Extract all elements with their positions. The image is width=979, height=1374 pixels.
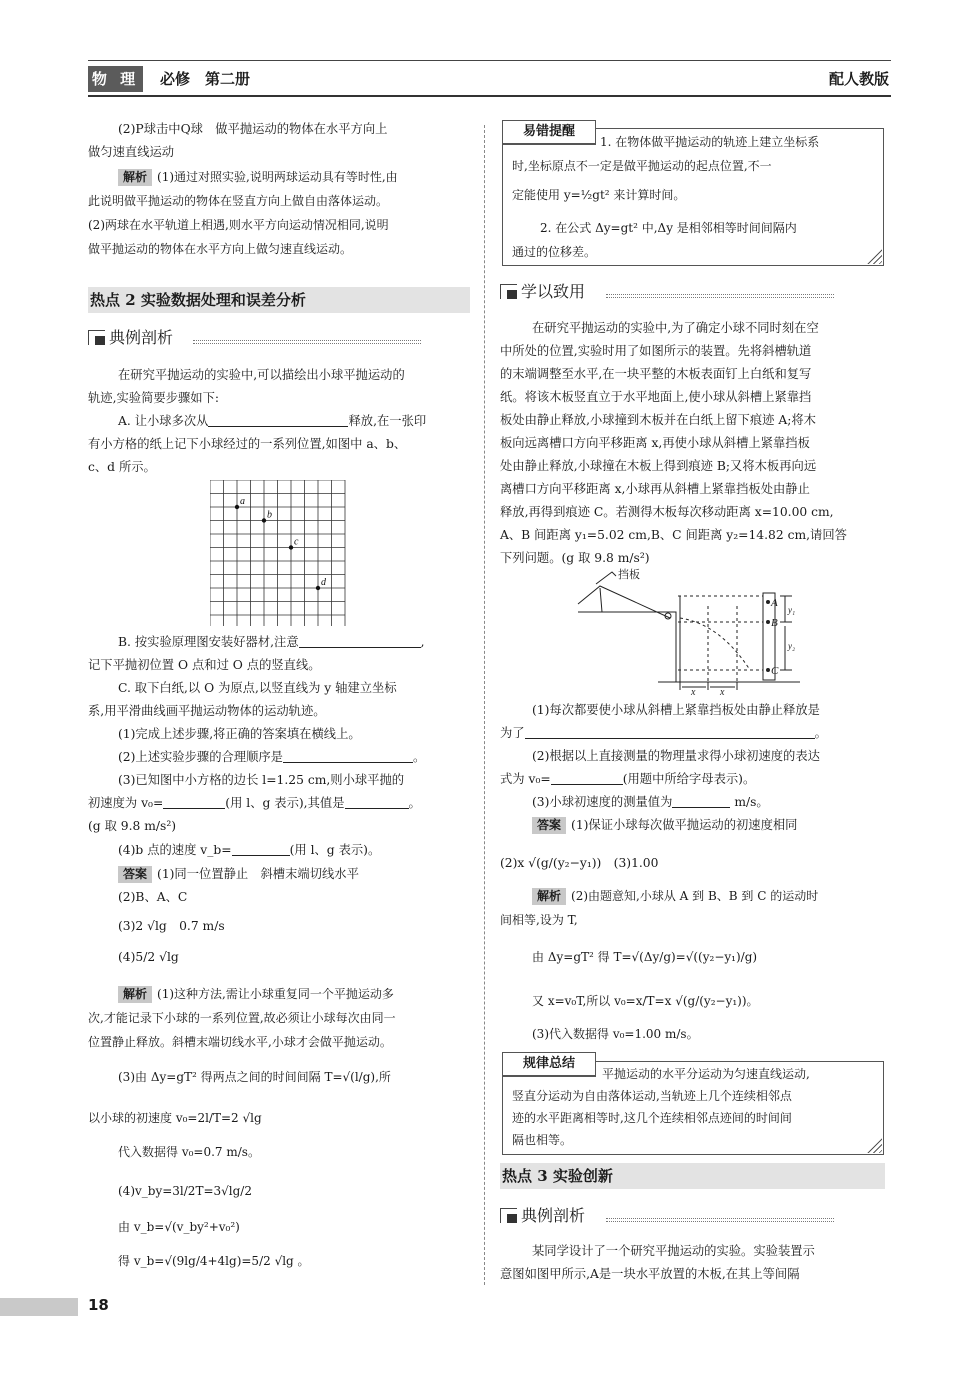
x2-label: x [720,687,725,696]
subhead-rule [193,340,421,344]
slope-track [578,586,670,618]
analysis2-line-5: 以小球的初速度 v₀=2l/T=2 √lg [88,1111,262,1125]
apply-line-4: 纸。将该木板竖直立于水平地面上,使小球从斜槽上紧靠挡 [500,390,812,404]
page-number: 18 [88,1296,109,1314]
analysis2-line-2: 次,才能记录下小球的一系列位置,故必须让小球每次由同一 [88,1011,396,1025]
apply-analysis-line-5: (3)代入数据得 v₀=1.00 m/s。 [532,1027,699,1041]
grid-point-label-c: c [294,536,299,548]
baffle-label: 挡板 [618,568,640,581]
apply-q2-line-2a: 式为 v₀= [500,772,551,786]
last-line-1: 某同学设计了一个研究平抛运动的实验。实验装置示 [532,1244,815,1258]
section-heading-2: 热点 2 实验数据处理和误差分析 [88,287,470,313]
apply-analysis-tag: 解析 [532,888,566,905]
question-3-line-3: (g 取 9.8 m/s²) [88,819,177,833]
apply-line-3: 的末端调整至水平,在一块平整的木板表面钉上白纸和复写 [500,367,812,381]
column-divider [484,125,485,1285]
apply-analysis-line-1: (2)由题意知,小球从 A 到 B、B 到 C 的运动时 [571,889,819,903]
section-heading-3: 热点 3 实验创新 [500,1163,885,1189]
apply-answer-tag: 答案 [532,817,566,834]
point-a-label: A [771,597,778,609]
analysis2-line-1: (1)这种方法,需让小球重复同一个平抛运动多 [157,987,394,1001]
blank-q4[interactable] [232,855,290,856]
point-c-label: C [771,665,779,677]
intro-line-1: (2)P球击中Q球 做平抛运动的物体在水平方向上 [118,122,388,136]
grid-point-label-a: a [240,496,245,507]
answer-tag: 答案 [118,866,152,883]
question-3-line-2b: (用 l、g 表示),其值是 [225,796,345,810]
blank-apply-q2[interactable] [551,784,623,785]
subhead-apply: 学以致用 [500,281,585,303]
blank-q3-value[interactable] [345,808,409,809]
analysis-tag: 解析 [118,169,152,186]
problem-line-2: 轨迹,实验简要步骤如下: [88,391,220,405]
trajectory [680,618,750,670]
apply-line-1: 在研究平抛运动的实验中,为了确定小球不同时刻在空 [532,321,819,335]
edition-label: 配人教版 [828,70,889,88]
apply-line-8: 离槽口方向平移距离 x,小球再从斜槽上紧靠挡板处由静止 [500,482,810,496]
step-b-text: B. 按实验原理图安装好器材,注意 [118,635,299,649]
subhead-example-2: 典例剖析 [500,1205,585,1227]
analysis2-line-3: 位置静止释放。斜槽末端切线水平,小球才会做平抛运动。 [88,1035,392,1049]
apply-answer-2: (2)x √(g/(y₂−y₁)) (3)1.00 [500,856,659,870]
rule-line-2: 竖直分运动为自由落体运动,当轨迹上几个连续相邻点 [512,1089,792,1103]
apply-line-7: 处由静止释放,小球撞在木板上得到痕迹 B;又将木板再向远 [500,459,817,473]
step-a-text-2: 释放,在一张印 [348,414,427,428]
apply-analysis-line-3: 由 Δy=gT² 得 T=√(Δy/g)=√((y₂−y₁)/g) [532,950,758,964]
apply-q1-line-1: (1)每次都要使小球从斜槽上紧靠挡板处由静止释放是 [532,703,820,717]
analysis2-tag: 解析 [118,986,152,1003]
grid-point-label-d: d [321,577,326,588]
blank-apply-q3[interactable] [672,807,730,808]
book-title: 必修 第二册 [160,70,251,88]
question-2: (2)上述实验步骤的合理顺序是 [118,750,283,764]
blank-step-b[interactable] [299,647,421,648]
rule-line-1: 平抛运动的水平分运动为匀速直线运动, [602,1067,810,1081]
apply-line-5: 板处由静止释放,小球撞到木板并在白纸上留下痕迹 A;将木 [500,413,816,427]
blank-q3-expr[interactable] [163,808,225,809]
apply-line-11: 下列问题。(g 取 9.8 m/s²) [500,551,650,565]
apparatus-figure [570,566,820,696]
grid-point-label-b: b [267,509,272,521]
question-3-line-1: (3)已知图中小方格的边长 l=1.25 cm,则小球平抛的 [118,773,405,787]
grid-point-d [316,586,320,590]
apply-line-6: 板向远离槽口方向平移距离 x,再使小球从斜槽上紧靠挡板 [500,436,810,450]
rule-line-4: 隔也相等。 [512,1133,573,1147]
question-1: (1)完成上述步骤,将正确的答案填在横线上。 [118,727,361,741]
example-icon [88,330,105,345]
grid-figure [210,480,346,626]
problem-line-1: 在研究平抛运动的实验中,可以描绘出小球平抛运动的 [118,368,405,382]
answer-4: (4)5/2 √lg [118,950,179,964]
intro-line-2: 做匀速直线运动 [88,145,175,159]
header-top-rule [88,60,891,61]
analysis2-line-4: (3)由 Δy=gT² 得两点之间的时间间隔 T=√(l/g),所 [118,1070,391,1084]
apply-q2-line-2b: (用题中所给字母表示)。 [622,772,756,786]
example2-icon [500,1208,517,1223]
answer-1: (1)同一位置静止 斜槽末端切线水平 [157,867,359,881]
rule-title: 规律总结 [502,1052,596,1077]
apply-q1-line-2: 为了 [500,726,525,740]
apply-line-2: 中所处的位置,实验时用了如图所示的装置。先将斜槽轨道 [500,344,812,358]
y1-label: y₁ [788,605,796,615]
analysis2-line-7: (4)v_by=3l/2T=3√lg/2 [118,1184,252,1198]
analysis-line-1: (1)通过对照实验,说明两球运动具有等时性,由 [157,170,398,184]
footer-bar [0,1298,78,1316]
blank-step-a[interactable] [208,426,348,427]
analysis2-line-9: 得 v_b=√(9lg/4+4lg)=5/2 √lg 。 [118,1254,310,1268]
apply-q3a: (3)小球初速度的测量值为 [532,795,673,809]
apply-line-10: A、B 间距离 y₁=5.02 cm,B、C 间距离 y₂=14.82 cm,请回答 [500,528,847,542]
apply-icon [500,284,517,299]
baffle [596,572,616,584]
blank-apply-q1[interactable] [525,738,815,739]
grid-point-c [289,545,293,549]
header-bottom-rule [88,95,891,97]
apply-analysis-line-4: 又 x=v₀T,所以 v₀=x/T=x √(g/(y₂−y₁))。 [532,994,759,1008]
subhead-apply-rule [606,294,834,298]
subhead-example: 典例剖析 [88,327,173,349]
question-4a: (4)b 点的速度 v_b= [118,843,232,857]
grid-point-b [262,518,266,522]
last-line-2: 意图如图甲所示,A是一块水平放置的木板,在其上等间隔 [500,1267,800,1281]
subhead-example-2-rule [606,1218,834,1222]
step-a-line-3: 有小方格的纸上记下小球经过的一系列位置,如图中 a、b、 [88,437,407,451]
tip-line-5: 通过的位移差。 [512,245,597,259]
apply-answer-1: (1)保证小球每次做平抛运动的初速度相同 [571,818,798,832]
x1-label: x [691,687,696,696]
tip-line-1: 1. 在物体做平抛运动的轨迹上建立坐标系 [600,135,820,149]
point-b-label: B [771,617,778,629]
grid-point-a [235,505,239,509]
apply-q3b: m/s。 [734,795,769,809]
question-4b: (用 l、g 表示)。 [289,843,381,857]
apply-q2-line-1: (2)根据以上直接测量的物理量求得小球初速度的表达 [532,749,820,763]
analysis2-line-8: 由 v_b=√(v_by²+v₀²) [118,1220,240,1234]
answer-2: (2)B、A、C [118,890,188,904]
step-c-line-2: 系,用平滑曲线画平抛运动物体的运动轨迹。 [88,704,326,718]
blank-q2[interactable] [283,762,413,763]
y2-label: y₂ [788,641,796,651]
apply-analysis-line-2: 间相等,设为 T, [500,913,578,927]
analysis-line-3: (2)两球在水平轨道上相遇,则水平方向运动情况相同,说明 [88,218,389,232]
answer-3: (3)2 √lg 0.7 m/s [118,919,225,933]
apply-line-9: 释放,再得到痕迹 C。若测得木板每次移动距离 x=10.00 cm, [500,505,834,519]
tip-line-3: 定能使用 y=½gt² 来计算时间。 [512,188,686,202]
tip-title: 易错提醒 [502,120,596,145]
step-a-text-1: A. 让小球多次从 [118,414,209,428]
question-3-line-2a: 初速度为 v₀= [88,796,164,810]
rule-line-3: 迹的水平距离相等时,这几个连续相邻点迹间的时间间 [512,1111,792,1125]
subject-badge: 物 理 [88,66,143,92]
analysis-line-2: 此说明做平抛运动的物体在竖直方向上做自由落体运动。 [88,194,389,208]
step-a-line-4: c、d 所示。 [88,460,156,474]
analysis2-line-6: 代入数据得 v₀=0.7 m/s。 [118,1145,260,1159]
analysis-line-4: 做平抛运动的物体在水平方向上做匀速直线运动。 [88,242,353,256]
step-c-line-1: C. 取下白纸,以 O 为原点,以竖直线为 y 轴建立坐标 [118,681,397,695]
tip-line-2: 时,坐标原点不一定是做平抛运动的起点位置,不一 [512,159,772,173]
tip-line-4: 2. 在公式 Δy=gt² 中,Δy 是相邻相等时间间隔内 [540,221,797,235]
step-b-line-2: 记下平抛初位置 O 点和过 O 点的竖直线。 [88,658,321,672]
